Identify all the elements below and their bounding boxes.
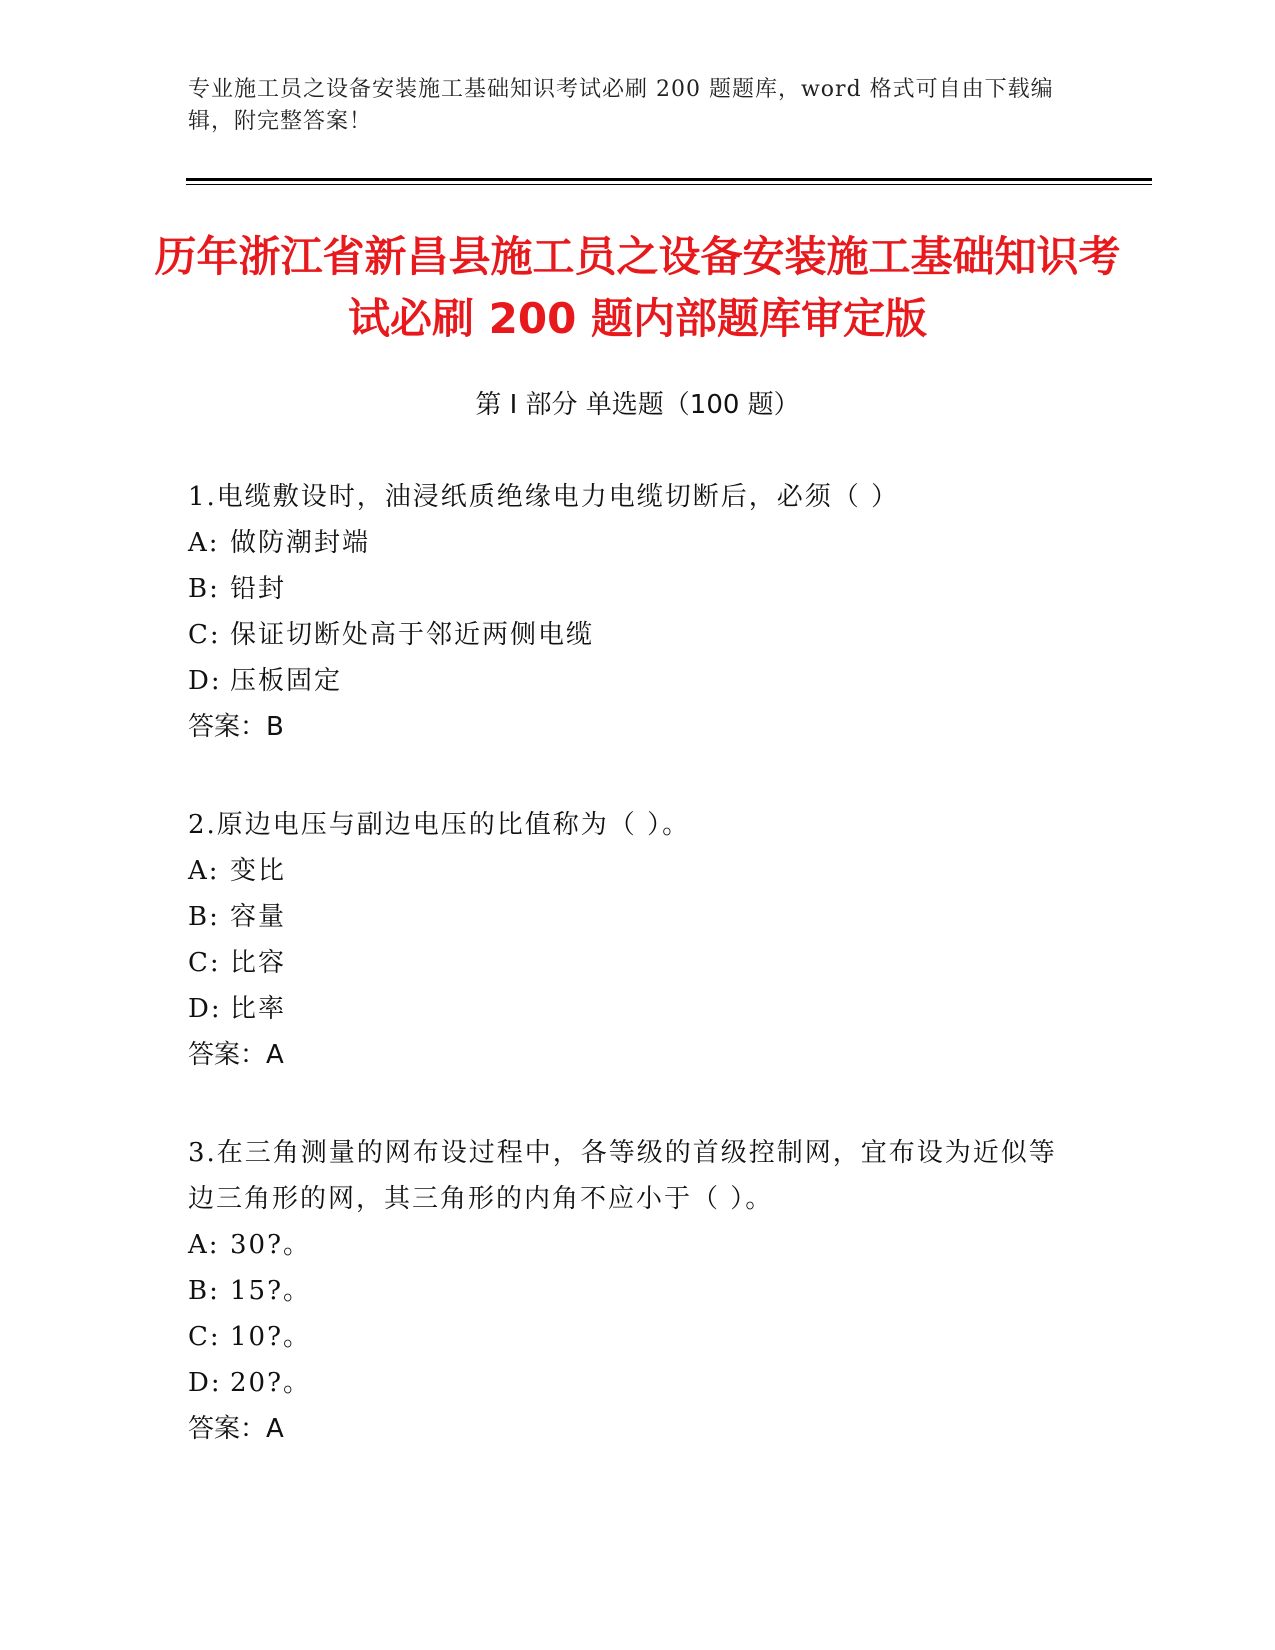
option-key: A: bbox=[188, 528, 220, 558]
option-d bbox=[188, 1360, 1068, 1406]
option-key: D: bbox=[188, 666, 222, 696]
answer: 答案：A bbox=[188, 1040, 284, 1070]
option-key: A: bbox=[188, 856, 220, 886]
option-key: C: bbox=[188, 620, 221, 650]
option-text: 压板固定 bbox=[230, 666, 343, 696]
section-heading: 第 I 部分 单选题（100 题） bbox=[475, 390, 800, 420]
option-text: 比率 bbox=[230, 994, 287, 1024]
option-c bbox=[188, 1314, 1068, 1360]
option-text: 做防潮封端 bbox=[230, 528, 371, 558]
option-key: C: bbox=[188, 1322, 221, 1352]
answer: 答案：B bbox=[188, 712, 284, 742]
option-text: 比容 bbox=[230, 948, 287, 978]
option-key: A: bbox=[188, 1230, 220, 1260]
question-stem: 2.原边电压与副边电压的比值称为（ ）。 bbox=[188, 810, 691, 840]
option-a bbox=[188, 848, 1068, 894]
option-b bbox=[188, 894, 1068, 940]
answer: 答案：A bbox=[188, 1414, 284, 1444]
question-3 bbox=[188, 1130, 1068, 1452]
option-c bbox=[188, 612, 1068, 658]
option-key: B: bbox=[188, 1276, 220, 1306]
option-key: C: bbox=[188, 948, 221, 978]
option-b bbox=[188, 566, 1068, 612]
option-text: 变比 bbox=[230, 856, 287, 886]
option-text: 保证切断处高于邻近两侧电缆 bbox=[230, 620, 595, 650]
option-text: 铅封 bbox=[230, 574, 287, 604]
option-text: 容量 bbox=[230, 902, 287, 932]
question-stem: 3.在三角测量的网布设过程中，各等级的首级控制网，宜布设为近似等边三角形的网，其三角形的内角不应小于（ ）。 bbox=[188, 1138, 1057, 1214]
option-c bbox=[188, 940, 1068, 986]
document-title: 历年浙江省新昌县施工员之设备安装施工基础知识考试必刷 200 题内部题库审定版 bbox=[154, 232, 1121, 343]
option-text: 30?。 bbox=[230, 1230, 312, 1260]
question-2 bbox=[188, 802, 1068, 1078]
header-rule-thin bbox=[186, 184, 1152, 185]
header-rule-thick bbox=[186, 178, 1152, 181]
header-note: 专业施工员之设备安装施工基础知识考试必刷 200 题题库，word 格式可自由下载编辑，附完整答案！ bbox=[188, 77, 1054, 134]
question-list bbox=[188, 474, 1068, 1504]
option-a bbox=[188, 1222, 1068, 1268]
option-key: D: bbox=[188, 994, 222, 1024]
option-d bbox=[188, 986, 1068, 1032]
option-a bbox=[188, 520, 1068, 566]
option-text: 20?。 bbox=[230, 1368, 312, 1398]
question-stem: 1.电缆敷设时，油浸纸质绝缘电力电缆切断后，必须（ ） bbox=[188, 482, 900, 512]
option-b bbox=[188, 1268, 1068, 1314]
option-text: 10?。 bbox=[230, 1322, 312, 1352]
option-key: D: bbox=[188, 1368, 222, 1398]
option-key: B: bbox=[188, 902, 220, 932]
question-1 bbox=[188, 474, 1068, 750]
option-key: B: bbox=[188, 574, 220, 604]
option-d bbox=[188, 658, 1068, 704]
option-text: 15?。 bbox=[230, 1276, 312, 1306]
